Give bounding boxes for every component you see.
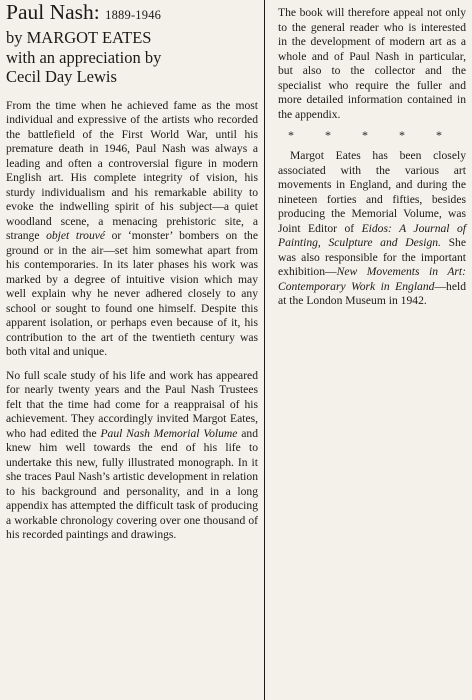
- right-paragraph-2-mid: She was also responsible for the important exhibition—: [278, 236, 466, 278]
- right-paragraph-2-italic-2: New Movements in Art: Contemporary Work in England: [278, 265, 466, 293]
- title-text: Paul Nash:: [6, 0, 100, 24]
- left-paragraph-2-italic: Paul Nash Memorial Volume: [100, 426, 238, 440]
- title-dates: 1889-1946: [105, 8, 162, 22]
- appreciation-line: with an appreciation by: [6, 47, 162, 67]
- left-paragraph-1-text: From the time when he achieved fame as the most individual and expressive of the artists who recorded the battlefield of the First World War, until his premature death in 1946, Paul Nash was always a leading and often a controversial figure in modern English art. His complete integrity of vision, his sturdy individualism and his remarkable ability to evoke the indwelling spirit of his subject—a quiet woodland scene, a menacing prehistoric site, a strange: [6, 98, 258, 242]
- right-column: [278, 6, 466, 309]
- right-paragraph-1: The book will therefore appeal not only to the general reader who is interested in the development of modern art as a whole and of Paul Nash in particular, but also to the collector and the specialist who require the fuller and more detailed information contained in the appendix.: [278, 6, 466, 121]
- right-paragraph-2-italic-1: Eidos: A Journal of Painting, Sculpture and Design.: [278, 221, 466, 249]
- right-paragraph-2-end: —held at the London Museum in 1942.: [278, 279, 466, 307]
- appreciation-author: Cecil Day Lewis: [6, 67, 117, 86]
- left-paragraph-1-italic: objet trouvé: [46, 229, 106, 242]
- left-paragraph-1: [6, 99, 258, 360]
- section-separator: * * * * *: [288, 128, 456, 142]
- left-paragraph-2-text: No full scale study of his life and work has appeared for nearly twenty years and the Paul Nash Trustees felt that the time had come for a reappraisal of his achievement. They accordingly invited Margot Eates, who had edited the: [6, 368, 258, 440]
- right-paragraph-2-text: Margot Eates has been closely associated with the various art movements in England, and during the nineteen forties and fifties, besides producing the Memorial Volume, was Joint Editor of: [278, 149, 466, 235]
- right-paragraph-2: [278, 149, 466, 309]
- left-paragraph-2: [6, 369, 258, 543]
- left-paragraph-2-end: and knew him well towards the end of his life to undertake this new, fully illustrated monograph. In it she traces Paul Nash’s artistic development in relation to his background and personality, and in a long appendix has attempted the difficult task of producing a workable chronology covering over one thousand of his recorded paintings and drawings.: [6, 426, 258, 541]
- left-paragraph-1-end: or ‘monster’ bombers on the ground or in the air—set him somewhat apart from his contemporaries. In its later phases his work was marked by a degree of intuitive vision which may well explain why he never adhered closely to any school or sought to found one himself. Despite this apparent isolation, or perhaps even because of it, his contribution to the art of the twentieth century was both vital and unique.: [6, 229, 258, 358]
- book-title: [6, 0, 258, 28]
- author-byline: by MARGOT EATES: [6, 28, 152, 47]
- left-column: [6, 0, 258, 543]
- column-divider: [264, 0, 265, 700]
